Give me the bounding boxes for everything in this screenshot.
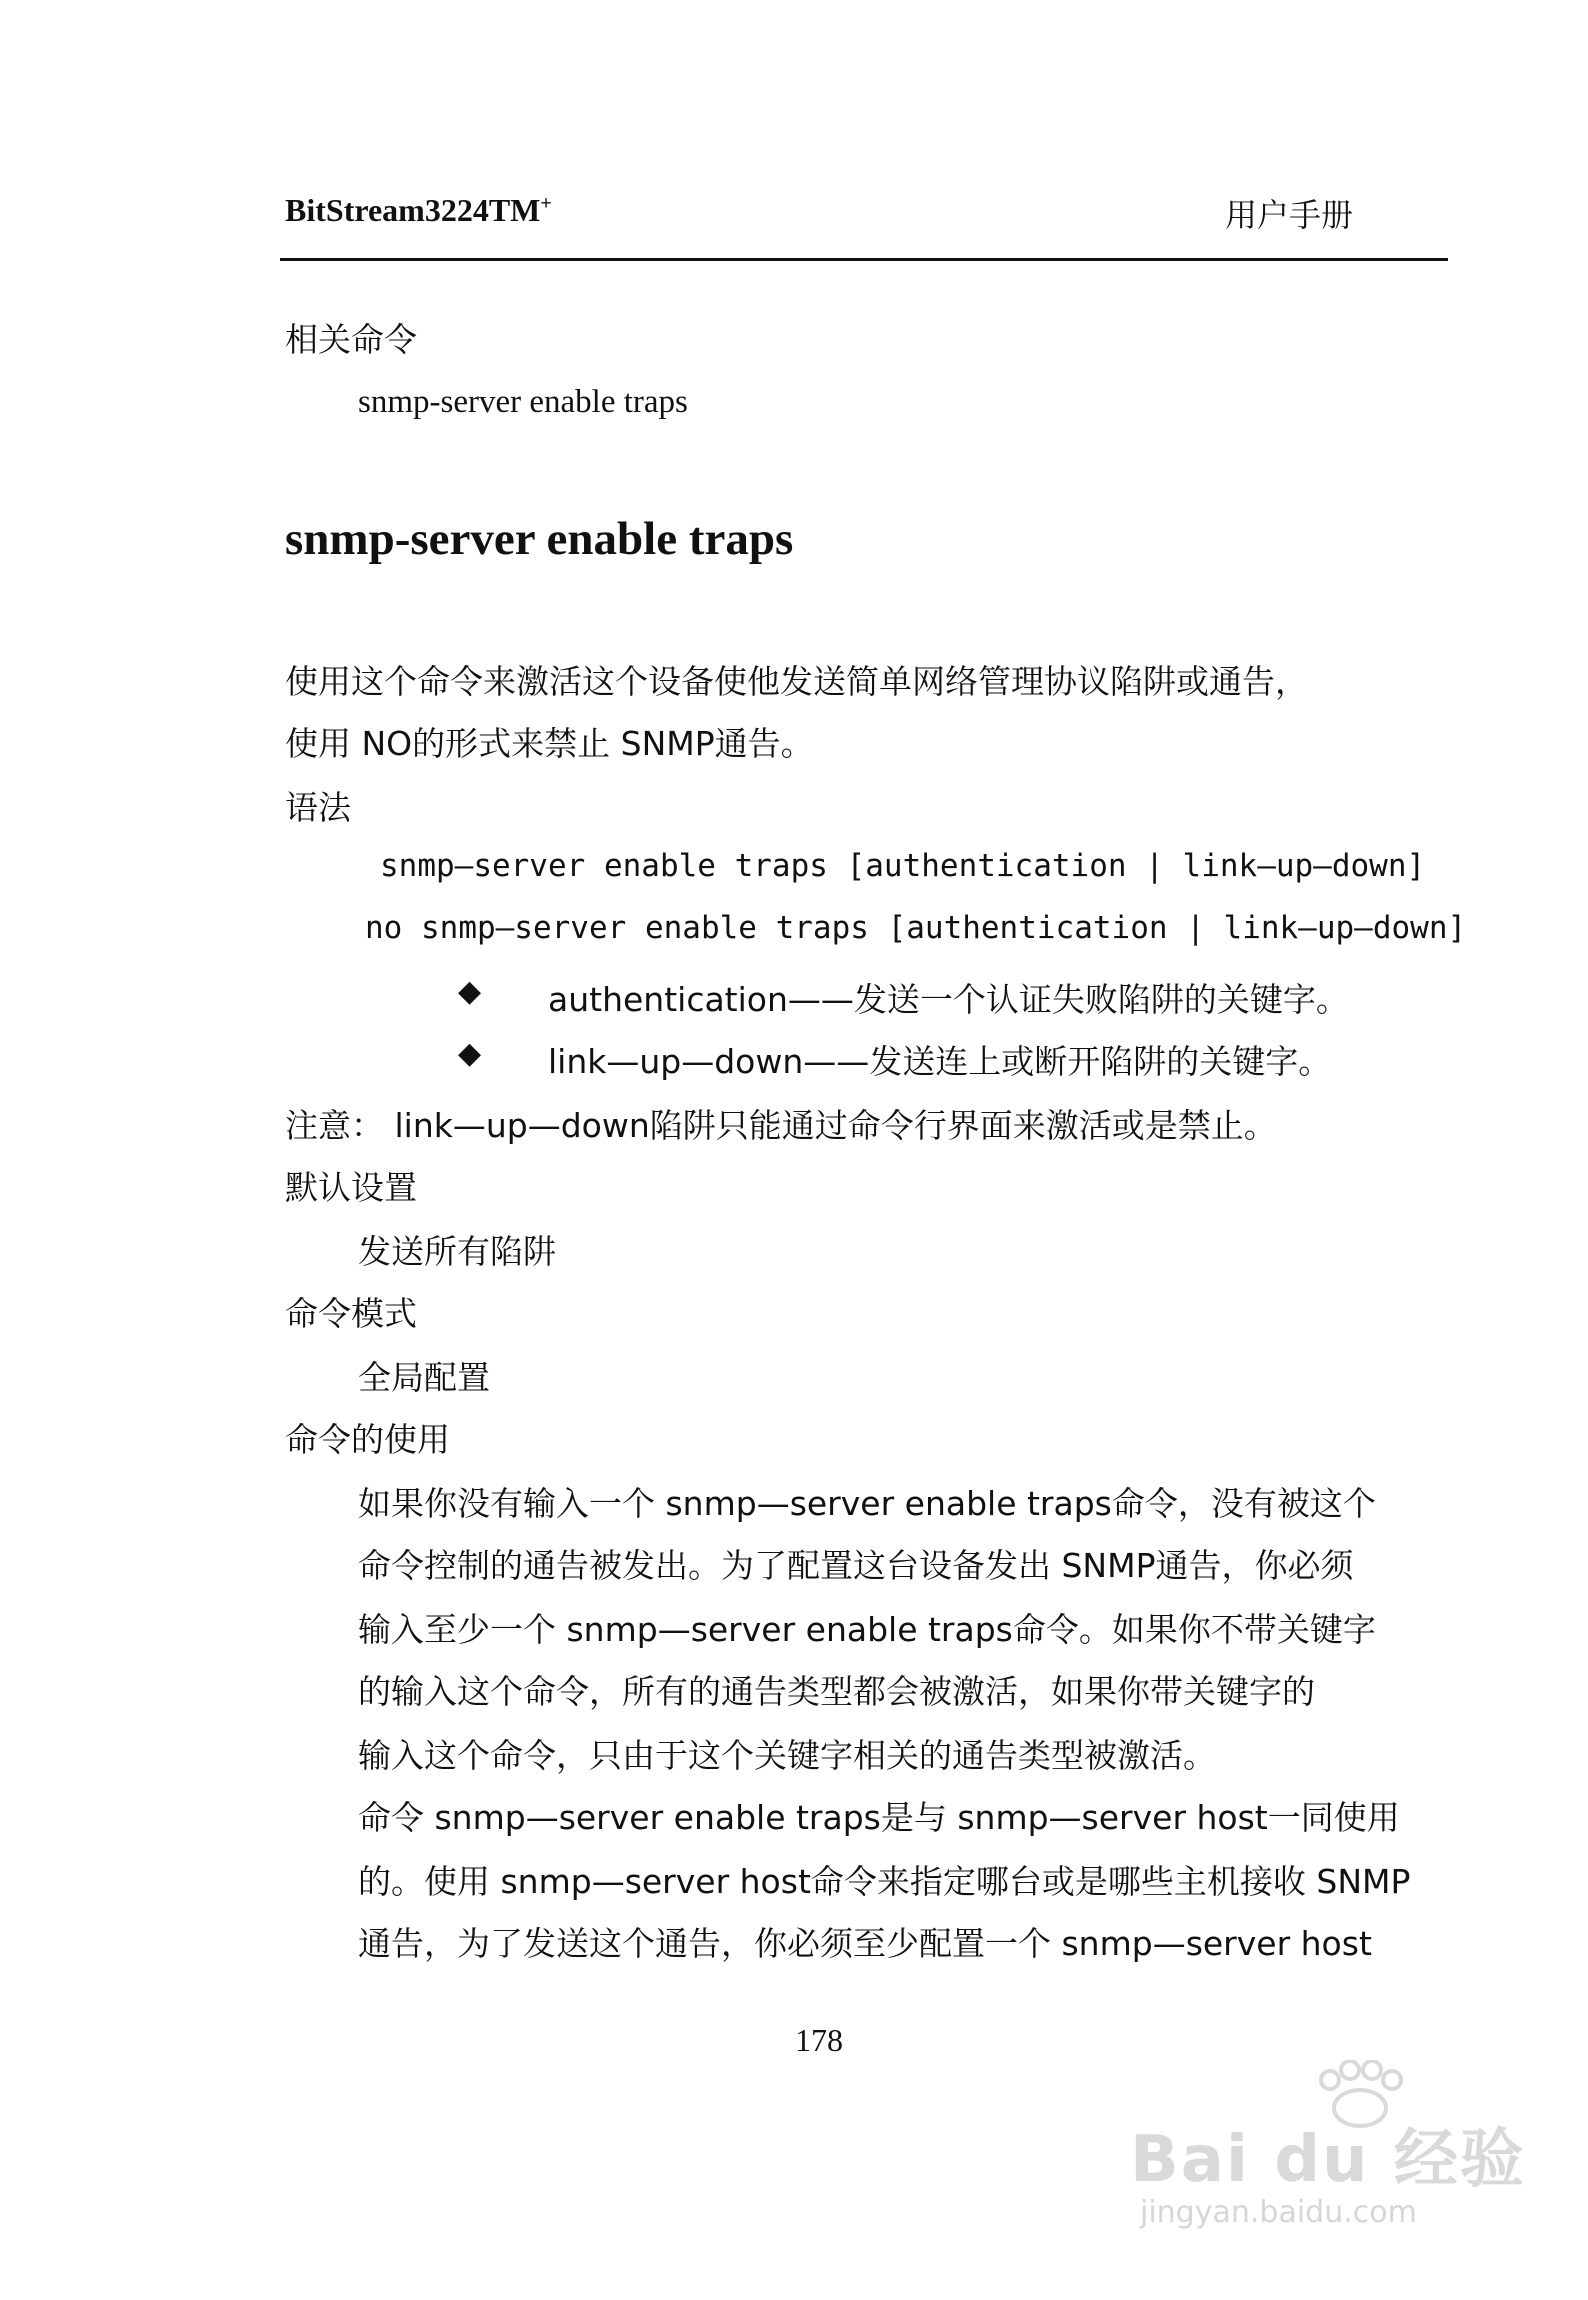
intro-line-2: 使用 NO的形式来禁止 SNMP通告。 bbox=[285, 724, 814, 763]
bullet-link-up-down: link—up—down——发送连上或断开陷阱的关键字。 bbox=[548, 1042, 1332, 1081]
usage-line: 输入至少一个 snmp—server enable traps命令。如果你不带关键字 bbox=[358, 1610, 1376, 1649]
intro-line-1: 使用这个命令来激活这个设备使他发送简单网络管理协议陷阱或通告， bbox=[285, 662, 1308, 701]
mode-value: 全局配置 bbox=[358, 1358, 490, 1397]
bullet-icon: ◆ bbox=[458, 1036, 482, 1071]
syntax-label: 语法 bbox=[285, 788, 351, 827]
related-commands-label: 相关命令 bbox=[285, 320, 417, 359]
related-command: snmp-server enable traps bbox=[358, 384, 688, 420]
note-text: 注意： link—up—down陷阱只能通过命令行界面来激活或是禁止。 bbox=[285, 1106, 1277, 1145]
usage-line: 的。使用 snmp—server host命令来指定哪台或是哪些主机接收 SNMP bbox=[358, 1862, 1411, 1901]
watermark-url: jingyan.baidu.com bbox=[1140, 2195, 1417, 2230]
usage-line: 输入这个命令，只由于这个关键字相关的通告类型被激活。 bbox=[358, 1736, 1216, 1775]
page-number: 178 bbox=[795, 2022, 843, 2058]
usage-line: 命令 snmp—server enable traps是与 snmp—server host一同使用 bbox=[358, 1798, 1400, 1837]
mode-label: 命令模式 bbox=[285, 1294, 417, 1333]
syntax-line-2: no snmp—server enable traps [authentication | link—up—down] bbox=[365, 910, 1467, 946]
default-label: 默认设置 bbox=[285, 1168, 417, 1207]
usage-line: 如果你没有输入一个 snmp—server enable traps命令，没有被这个 bbox=[358, 1484, 1376, 1523]
bullet-icon: ◆ bbox=[458, 974, 482, 1009]
header-product-name: BitStream3224TM+ bbox=[285, 192, 552, 228]
bullet-authentication: authentication——发送一个认证失败陷阱的关键字。 bbox=[548, 980, 1349, 1019]
usage-label: 命令的使用 bbox=[285, 1420, 450, 1459]
usage-line: 命令控制的通告被发出。为了配置这台设备发出 SNMP通告，你必须 bbox=[358, 1546, 1354, 1585]
header-divider bbox=[280, 258, 1448, 261]
usage-line: 的输入这个命令，所有的通告类型都会被激活，如果你带关键字的 bbox=[358, 1672, 1315, 1711]
header-manual-label: 用户手册 bbox=[1225, 196, 1354, 234]
watermark-brand: Bai du 经验 bbox=[1130, 2123, 1526, 2197]
usage-line: 通告，为了发送这个通告，你必须至少配置一个 snmp—server host bbox=[358, 1924, 1372, 1963]
baidu-watermark bbox=[1130, 2060, 1526, 2240]
section-title: snmp-server enable traps bbox=[285, 513, 794, 565]
syntax-line-1: snmp—server enable traps [authentication | link—up—down] bbox=[380, 848, 1426, 884]
default-value: 发送所有陷阱 bbox=[358, 1232, 556, 1271]
